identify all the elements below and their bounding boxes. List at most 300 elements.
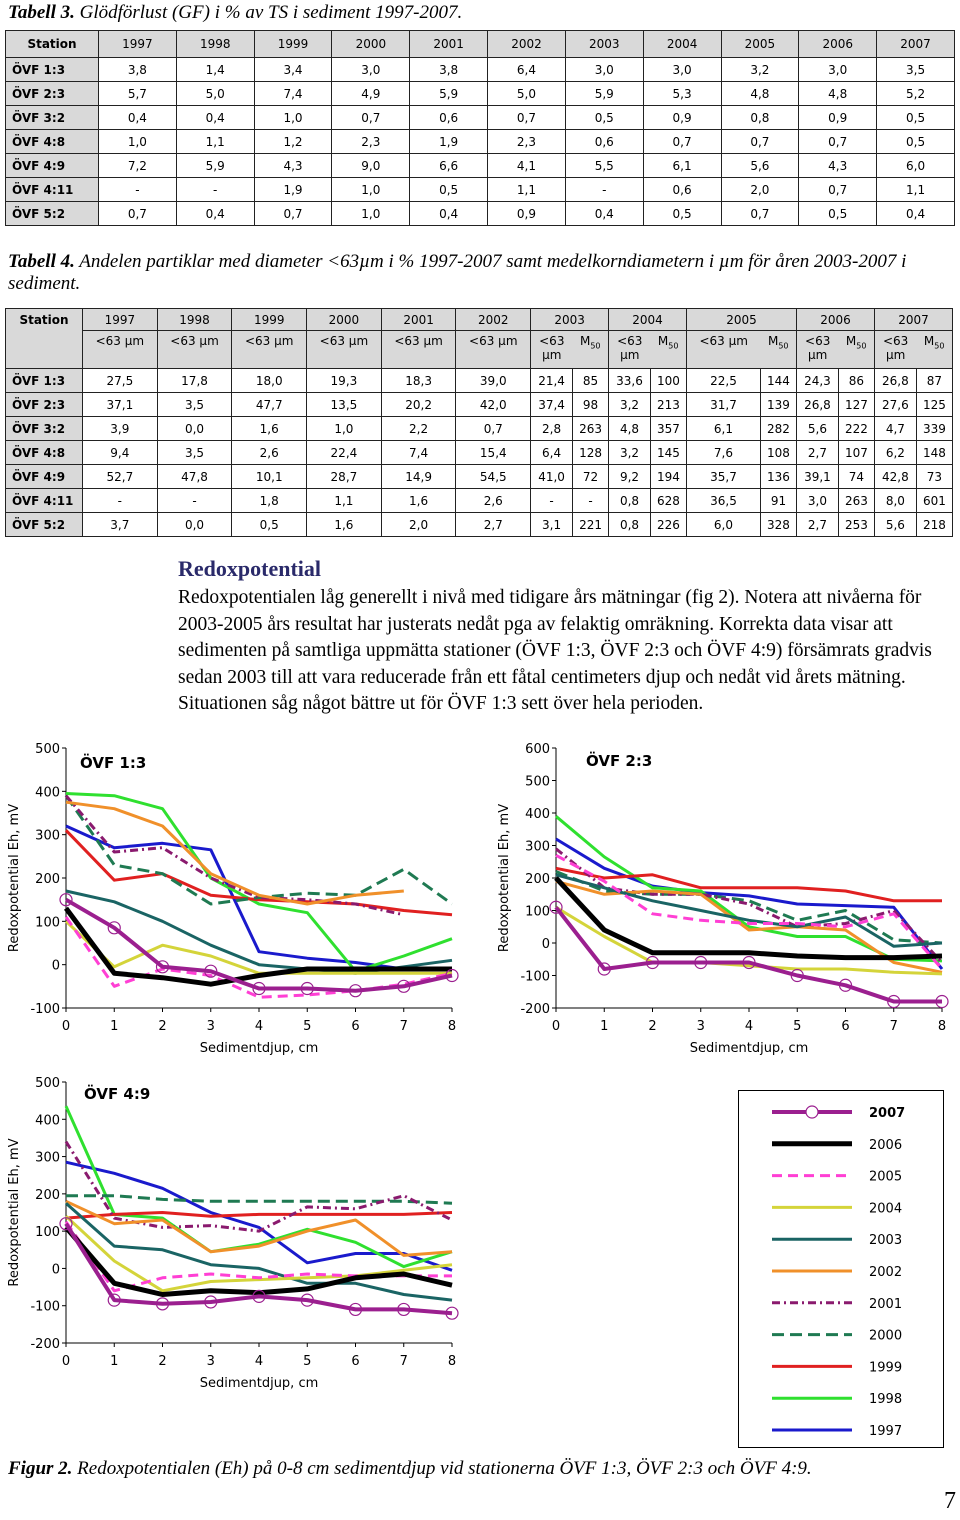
- table4-station-cell: ÖVF 4:11: [6, 489, 83, 513]
- table4-cell: 22,4: [307, 441, 382, 465]
- y-tick-label: -100: [30, 1002, 60, 1017]
- table4-cell: 221: [572, 513, 608, 537]
- table4-cell: 3,9: [83, 417, 158, 441]
- table4-cell: -: [531, 489, 573, 513]
- table4-cell: 100: [650, 369, 686, 393]
- table4-subheader-text: <63: [539, 334, 565, 348]
- table3-cell: 4,8: [799, 82, 877, 106]
- series-line-2001: [66, 1142, 452, 1231]
- table4-m50-label: M: [657, 334, 669, 348]
- table4-subheader-text: <63 µm: [699, 334, 748, 348]
- x-tick-label: 8: [937, 1019, 947, 1034]
- table4-cell: 42,0: [456, 393, 531, 417]
- table4-cell: 1,0: [307, 417, 382, 441]
- table3-cell: 3,0: [565, 58, 643, 82]
- table4-cell: 2,6: [456, 489, 531, 513]
- table4-cell: 85: [572, 369, 608, 393]
- y-tick-label: 300: [35, 1150, 60, 1166]
- y-tick-label: 0: [541, 937, 550, 952]
- table3-row: [6, 106, 955, 130]
- table4-cell: 2,7: [797, 513, 839, 537]
- table4-m50-sub: 50: [590, 341, 601, 351]
- table4-cell: 17,8: [157, 369, 232, 393]
- table3-cell: 0,5: [565, 106, 643, 130]
- table4-m50-label: M: [923, 334, 935, 348]
- table4-cell: 20,2: [381, 393, 456, 417]
- table3-cell: 0,7: [721, 130, 799, 154]
- table4-cell: 14,9: [381, 465, 456, 489]
- table4-cell: 22,5: [687, 369, 761, 393]
- x-tick-label: 7: [399, 1019, 408, 1034]
- legend-label-1998: 1998: [869, 1392, 903, 1408]
- table4-m50-sub: 50: [668, 341, 679, 351]
- table4-header-cell: 1998: [157, 309, 232, 331]
- table4-cell: -: [157, 489, 232, 513]
- table3-cell: 1,0: [254, 106, 332, 130]
- table4-cell: 37,4: [531, 393, 573, 417]
- x-tick-label: 2: [158, 1019, 167, 1034]
- table4-station-cell: ÖVF 3:2: [6, 417, 83, 441]
- table4-cell: 26,8: [874, 369, 916, 393]
- y-tick-label: 500: [525, 774, 550, 790]
- table4-row: [6, 489, 953, 513]
- x-tick-label: 7: [399, 1354, 408, 1369]
- table3-cell: 5,2: [877, 82, 955, 106]
- table4-cell: 24,3: [797, 369, 839, 393]
- table4-cell: 2,8: [531, 417, 573, 441]
- y-tick-label: -100: [520, 969, 550, 985]
- legend-label-2001: 2001: [869, 1296, 903, 1312]
- table3-cell: 5,9: [176, 154, 254, 178]
- table4-header-cell: 1999: [232, 309, 307, 331]
- y-tick-label: 500: [35, 742, 60, 757]
- table4-cell: 0,8: [609, 489, 651, 513]
- table4-cell: 74: [838, 465, 874, 489]
- x-axis-label: Sedimentdjup, cm: [689, 1041, 809, 1056]
- series-line-1998: [66, 1106, 452, 1266]
- y-tick-label: 400: [35, 785, 60, 801]
- table4-cell: 6,1: [687, 417, 761, 441]
- table3-cell: 0,7: [799, 178, 877, 202]
- series-line-1997: [556, 839, 942, 969]
- y-tick-label: 500: [35, 1076, 60, 1091]
- x-tick-label: 4: [744, 1019, 754, 1034]
- table4-cell: 2,6: [232, 441, 307, 465]
- series-line-1999: [66, 830, 452, 915]
- table4-cell: 7,6: [687, 441, 761, 465]
- table3-caption-label: Tabell 3.: [8, 2, 75, 23]
- table3-cell: 0,7: [332, 106, 410, 130]
- x-tick-label: 5: [303, 1354, 312, 1369]
- table3-cell: 0,5: [410, 178, 488, 202]
- legend-marker-2007: [806, 1106, 818, 1118]
- table4-subheader-cell: [760, 331, 796, 369]
- table4-subheader-cell: <63 µm: [157, 331, 232, 369]
- table4-cell: 31,7: [687, 393, 761, 417]
- table4-cell: 282: [760, 417, 796, 441]
- table4-subheader-cell: [838, 331, 874, 369]
- table4-cell: 1,1: [307, 489, 382, 513]
- table4-cell: 328: [760, 513, 796, 537]
- table4-cell: 139: [760, 393, 796, 417]
- table3-cell: 0,7: [643, 130, 721, 154]
- table4-subheader-unit: µm: [542, 348, 562, 362]
- table3-cell: 3,2: [721, 58, 799, 82]
- table4-cell: 39,1: [797, 465, 839, 489]
- table4-cell: 145: [650, 441, 686, 465]
- table3-header-cell: 1997: [99, 31, 177, 58]
- table4-cell: 37,1: [83, 393, 158, 417]
- x-tick-label: 4: [254, 1019, 264, 1034]
- y-tick-label: 200: [35, 872, 60, 887]
- table3-cell: 0,9: [643, 106, 721, 130]
- table4-row: [6, 513, 953, 537]
- table4-row: [6, 393, 953, 417]
- legend-label-2003: 2003: [869, 1233, 903, 1249]
- table3-station-cell: ÖVF 5:2: [6, 202, 99, 226]
- x-tick-label: 3: [696, 1019, 705, 1034]
- table4-subheader-unit: µm: [620, 348, 640, 362]
- table3-cell: 3,4: [254, 58, 332, 82]
- table4-cell: 3,0: [797, 489, 839, 513]
- table3-cell: 3,0: [332, 58, 410, 82]
- table4-subheader-cell: [609, 331, 651, 369]
- table4-cell: 222: [838, 417, 874, 441]
- table4-cell: 98: [572, 393, 608, 417]
- table4-subheader-text: <63: [805, 334, 831, 348]
- table4-cell: 263: [572, 417, 608, 441]
- x-tick-label: 0: [61, 1354, 71, 1369]
- chart-ovf-2-3: [490, 738, 960, 1063]
- table4-cell: 1,6: [381, 489, 456, 513]
- table4-row: [6, 369, 953, 393]
- table3-cell: 5,9: [565, 82, 643, 106]
- table4-m50-sub: 50: [778, 341, 789, 351]
- table4-subheader-unit: µm: [808, 348, 828, 362]
- table4-cell: 128: [572, 441, 608, 465]
- table4-header-cell: 2007: [874, 309, 952, 331]
- table3-cell: 5,6: [721, 154, 799, 178]
- table3-row: [6, 178, 955, 202]
- y-tick-label: -200: [30, 1337, 60, 1352]
- table3-cell: 0,6: [643, 178, 721, 202]
- table3-cell: 3,0: [643, 58, 721, 82]
- table4-cell: 47,7: [232, 393, 307, 417]
- table3-cell: 0,5: [877, 130, 955, 154]
- table3-cell: 1,1: [877, 178, 955, 202]
- table3-station-cell: ÖVF 4:8: [6, 130, 99, 154]
- table4-cell: 144: [760, 369, 796, 393]
- table4-cell: 86: [838, 369, 874, 393]
- table3-cell: 6,4: [488, 58, 566, 82]
- table4-cell: 3,7: [83, 513, 158, 537]
- table4-cell: 226: [650, 513, 686, 537]
- table4-header-cell: 2001: [381, 309, 456, 331]
- table4-header-cell: 2003: [531, 309, 609, 331]
- table4-cell: 2,7: [456, 513, 531, 537]
- table4-cell: 6,4: [531, 441, 573, 465]
- table4-cell: 1,6: [232, 417, 307, 441]
- table4-cell: 127: [838, 393, 874, 417]
- x-tick-label: 1: [110, 1354, 119, 1369]
- table4-caption-label: Tabell 4.: [8, 251, 75, 272]
- table4-cell: 0,0: [157, 513, 232, 537]
- table4-cell: 0,7: [456, 417, 531, 441]
- table3-cell: 6,0: [877, 154, 955, 178]
- table4-subheader-cell: [572, 331, 608, 369]
- x-tick-label: 8: [447, 1354, 457, 1369]
- table4-cell: 2,7: [797, 441, 839, 465]
- y-axis-label: Redoxpotential Eh, mV: [7, 1138, 22, 1287]
- table4-cell: 5,6: [797, 417, 839, 441]
- table4-cell: 47,8: [157, 465, 232, 489]
- legend-label-1999: 1999: [869, 1360, 903, 1376]
- table4-header-cell: 2005: [687, 309, 797, 331]
- table3-cell: 9,0: [332, 154, 410, 178]
- table3-cell: 1,2: [254, 130, 332, 154]
- table4-cell: 2,0: [381, 513, 456, 537]
- legend-label-2002: 2002: [869, 1265, 903, 1280]
- table4-subheader-cell: [531, 331, 573, 369]
- figure-caption: [8, 1458, 812, 1480]
- y-tick-label: 200: [525, 872, 550, 887]
- x-axis-label: Sedimentdjup, cm: [199, 1041, 319, 1056]
- table3-cell: 0,7: [99, 202, 177, 226]
- table4-cell: 4,7: [874, 417, 916, 441]
- table4-subheader-cell: [916, 331, 952, 369]
- table3-cell: 0,5: [799, 202, 877, 226]
- table3-cell: 3,8: [99, 58, 177, 82]
- y-tick-label: 100: [35, 915, 60, 931]
- table4-cell: 125: [916, 393, 952, 417]
- table3-cell: 2,3: [332, 130, 410, 154]
- table4-header-cell: Station: [6, 309, 83, 369]
- x-tick-label: 4: [254, 1354, 264, 1369]
- table4-cell: 36,5: [687, 489, 761, 513]
- table4-caption: [8, 251, 958, 295]
- table4-cell: 72: [572, 465, 608, 489]
- table4-subheader-cell: [874, 331, 916, 369]
- y-axis-label: Redoxpotential Eh, mV: [497, 803, 512, 953]
- y-axis-label: Redoxpotential Eh, mV: [7, 803, 22, 953]
- y-tick-label: 400: [525, 807, 550, 822]
- y-tick-label: 300: [35, 828, 60, 844]
- section-title: Redoxpotential: [178, 556, 321, 581]
- table4-cell: -: [572, 489, 608, 513]
- y-tick-label: -100: [30, 1299, 60, 1315]
- table4-header-cell: 2002: [456, 309, 531, 331]
- series-line-1999: [66, 1213, 452, 1219]
- table3-cell: 1,0: [332, 202, 410, 226]
- table4-cell: 26,8: [797, 393, 839, 417]
- table3: [5, 30, 955, 226]
- table4-cell: 5,6: [874, 513, 916, 537]
- x-tick-label: 3: [206, 1019, 215, 1034]
- table3-station-cell: ÖVF 4:11: [6, 178, 99, 202]
- table4-subheader-cell: [687, 331, 761, 369]
- table4-cell: 42,8: [874, 465, 916, 489]
- table4-m50-label: M: [845, 334, 857, 348]
- table3-header-cell: Station: [6, 31, 99, 58]
- chart-title: ÖVF 1:3: [80, 754, 147, 772]
- table4-cell: 3,1: [531, 513, 573, 537]
- table3-caption-text: Glödförlust (GF) i % av TS i sediment 1997-2007.: [74, 2, 463, 23]
- x-tick-label: 6: [841, 1019, 850, 1034]
- table3-header-cell: 2005: [721, 31, 799, 58]
- table3-row: [6, 202, 955, 226]
- table3-cell: 4,1: [488, 154, 566, 178]
- table3-cell: 1,9: [254, 178, 332, 202]
- table3-cell: 2,0: [721, 178, 799, 202]
- x-tick-label: 0: [551, 1019, 561, 1034]
- table4-subheader-text: <63: [617, 334, 643, 348]
- table4-cell: 1,8: [232, 489, 307, 513]
- table4-cell: 21,4: [531, 369, 573, 393]
- x-tick-label: 5: [303, 1019, 312, 1034]
- table3-cell: 4,3: [799, 154, 877, 178]
- table3-cell: 1,1: [176, 130, 254, 154]
- chart-title: ÖVF 2:3: [586, 752, 653, 770]
- table4-cell: 0,0: [157, 417, 232, 441]
- chart-title: ÖVF 4:9: [84, 1085, 151, 1103]
- table4-cell: 148: [916, 441, 952, 465]
- table4-cell: 108: [760, 441, 796, 465]
- x-tick-label: 1: [110, 1019, 119, 1034]
- table3-header-cell: 2003: [565, 31, 643, 58]
- table4-cell: 19,3: [307, 369, 382, 393]
- table4-cell: 253: [838, 513, 874, 537]
- table4-cell: 0,8: [609, 513, 651, 537]
- table4-cell: 1,6: [307, 513, 382, 537]
- table3-cell: 0,4: [877, 202, 955, 226]
- table3-cell: 6,6: [410, 154, 488, 178]
- table4-cell: 8,0: [874, 489, 916, 513]
- table3-cell: 1,0: [332, 178, 410, 202]
- table4-cell: 136: [760, 465, 796, 489]
- table3-station-cell: ÖVF 3:2: [6, 106, 99, 130]
- table4-station-cell: ÖVF 5:2: [6, 513, 83, 537]
- table4-cell: 3,5: [157, 393, 232, 417]
- x-tick-label: 7: [889, 1019, 898, 1034]
- table4-cell: 3,2: [609, 393, 651, 417]
- table3-header-cell: 1999: [254, 31, 332, 58]
- table4-subheader-row: [6, 331, 953, 369]
- y-tick-label: 100: [525, 904, 550, 920]
- table4-row: [6, 465, 953, 489]
- table4-cell: 73: [916, 465, 952, 489]
- table3-cell: 0,6: [410, 106, 488, 130]
- table3-cell: 1,9: [410, 130, 488, 154]
- table3-cell: 0,5: [643, 202, 721, 226]
- table3-cell: 5,3: [643, 82, 721, 106]
- table3-cell: 4,9: [332, 82, 410, 106]
- table3-cell: 0,4: [176, 202, 254, 226]
- table3-header-cell: 2007: [877, 31, 955, 58]
- table3-cell: 6,1: [643, 154, 721, 178]
- table4-subheader-cell: [797, 331, 839, 369]
- table3-row: [6, 130, 955, 154]
- table4-cell: 27,5: [83, 369, 158, 393]
- table3-cell: 0,4: [99, 106, 177, 130]
- table3-cell: -: [176, 178, 254, 202]
- page-number: 7: [944, 1488, 956, 1514]
- chart-ovf-4-9: [0, 1072, 480, 1402]
- table4-cell: 15,4: [456, 441, 531, 465]
- table3-cell: 5,9: [410, 82, 488, 106]
- table4-subheader-cell: <63 µm: [381, 331, 456, 369]
- table3-cell: 0,7: [799, 130, 877, 154]
- table4-cell: 4,8: [609, 417, 651, 441]
- legend-label-2000: 2000: [869, 1328, 903, 1344]
- x-tick-label: 5: [793, 1019, 802, 1034]
- table4-header-cell: 2004: [609, 309, 687, 331]
- table3-header-cell: 2004: [643, 31, 721, 58]
- table4-cell: -: [83, 489, 158, 513]
- table3-cell: 0,9: [799, 106, 877, 130]
- x-tick-label: 2: [648, 1019, 657, 1034]
- table3-cell: 5,7: [99, 82, 177, 106]
- x-tick-label: 8: [447, 1019, 457, 1034]
- table3-station-cell: ÖVF 1:3: [6, 58, 99, 82]
- y-tick-label: -200: [520, 1002, 550, 1017]
- table3-header-cell: 2000: [332, 31, 410, 58]
- table3-cell: 0,5: [877, 106, 955, 130]
- table3-caption: [8, 2, 462, 24]
- table4-subheader-text: <63: [882, 334, 909, 348]
- table3-station-cell: ÖVF 2:3: [6, 82, 99, 106]
- legend-label-2007: 2007: [869, 1106, 906, 1121]
- table3-cell: 7,4: [254, 82, 332, 106]
- table4-cell: 263: [838, 489, 874, 513]
- x-axis-label: Sedimentdjup, cm: [199, 1376, 319, 1391]
- series-line-1998: [66, 794, 452, 972]
- table4-subheader-cell: <63 µm: [307, 331, 382, 369]
- table4-caption-text: Andelen partiklar med diameter <63µm i % 1997-2007 samt medelkorndiametern i µm för åren 2003-2007 i sediment.: [8, 251, 907, 294]
- table3-cell: 0,7: [721, 202, 799, 226]
- table4-cell: 6,0: [687, 513, 761, 537]
- x-tick-label: 1: [600, 1019, 609, 1034]
- table3-row: [6, 154, 955, 178]
- table4-cell: 91: [760, 489, 796, 513]
- y-tick-label: 600: [525, 742, 550, 757]
- table4-cell: 194: [650, 465, 686, 489]
- table4-cell: 7,4: [381, 441, 456, 465]
- table4-station-cell: ÖVF 4:8: [6, 441, 83, 465]
- table3-header-cell: 1998: [176, 31, 254, 58]
- legend-label-1997: 1997: [869, 1424, 903, 1439]
- table4-header-cell: 2006: [797, 309, 875, 331]
- table3-cell: 7,2: [99, 154, 177, 178]
- table4-subheader-cell: [650, 331, 686, 369]
- table4-cell: 3,5: [157, 441, 232, 465]
- x-tick-label: 0: [61, 1019, 71, 1034]
- table4-cell: 107: [838, 441, 874, 465]
- table4-cell: 213: [650, 393, 686, 417]
- table3-cell: 1,1: [488, 178, 566, 202]
- table3-cell: 0,4: [410, 202, 488, 226]
- table4-cell: 27,6: [874, 393, 916, 417]
- y-tick-label: 300: [525, 839, 550, 855]
- table4-cell: 9,4: [83, 441, 158, 465]
- table4-station-cell: ÖVF 1:3: [6, 369, 83, 393]
- table4-subheader-cell: <63 µm: [83, 331, 158, 369]
- table4-cell: 28,7: [307, 465, 382, 489]
- chart-ovf-1-3: [0, 738, 480, 1063]
- table3-header-cell: 2002: [488, 31, 566, 58]
- table4-cell: 339: [916, 417, 952, 441]
- table3-cell: 2,3: [488, 130, 566, 154]
- table3-cell: 5,5: [565, 154, 643, 178]
